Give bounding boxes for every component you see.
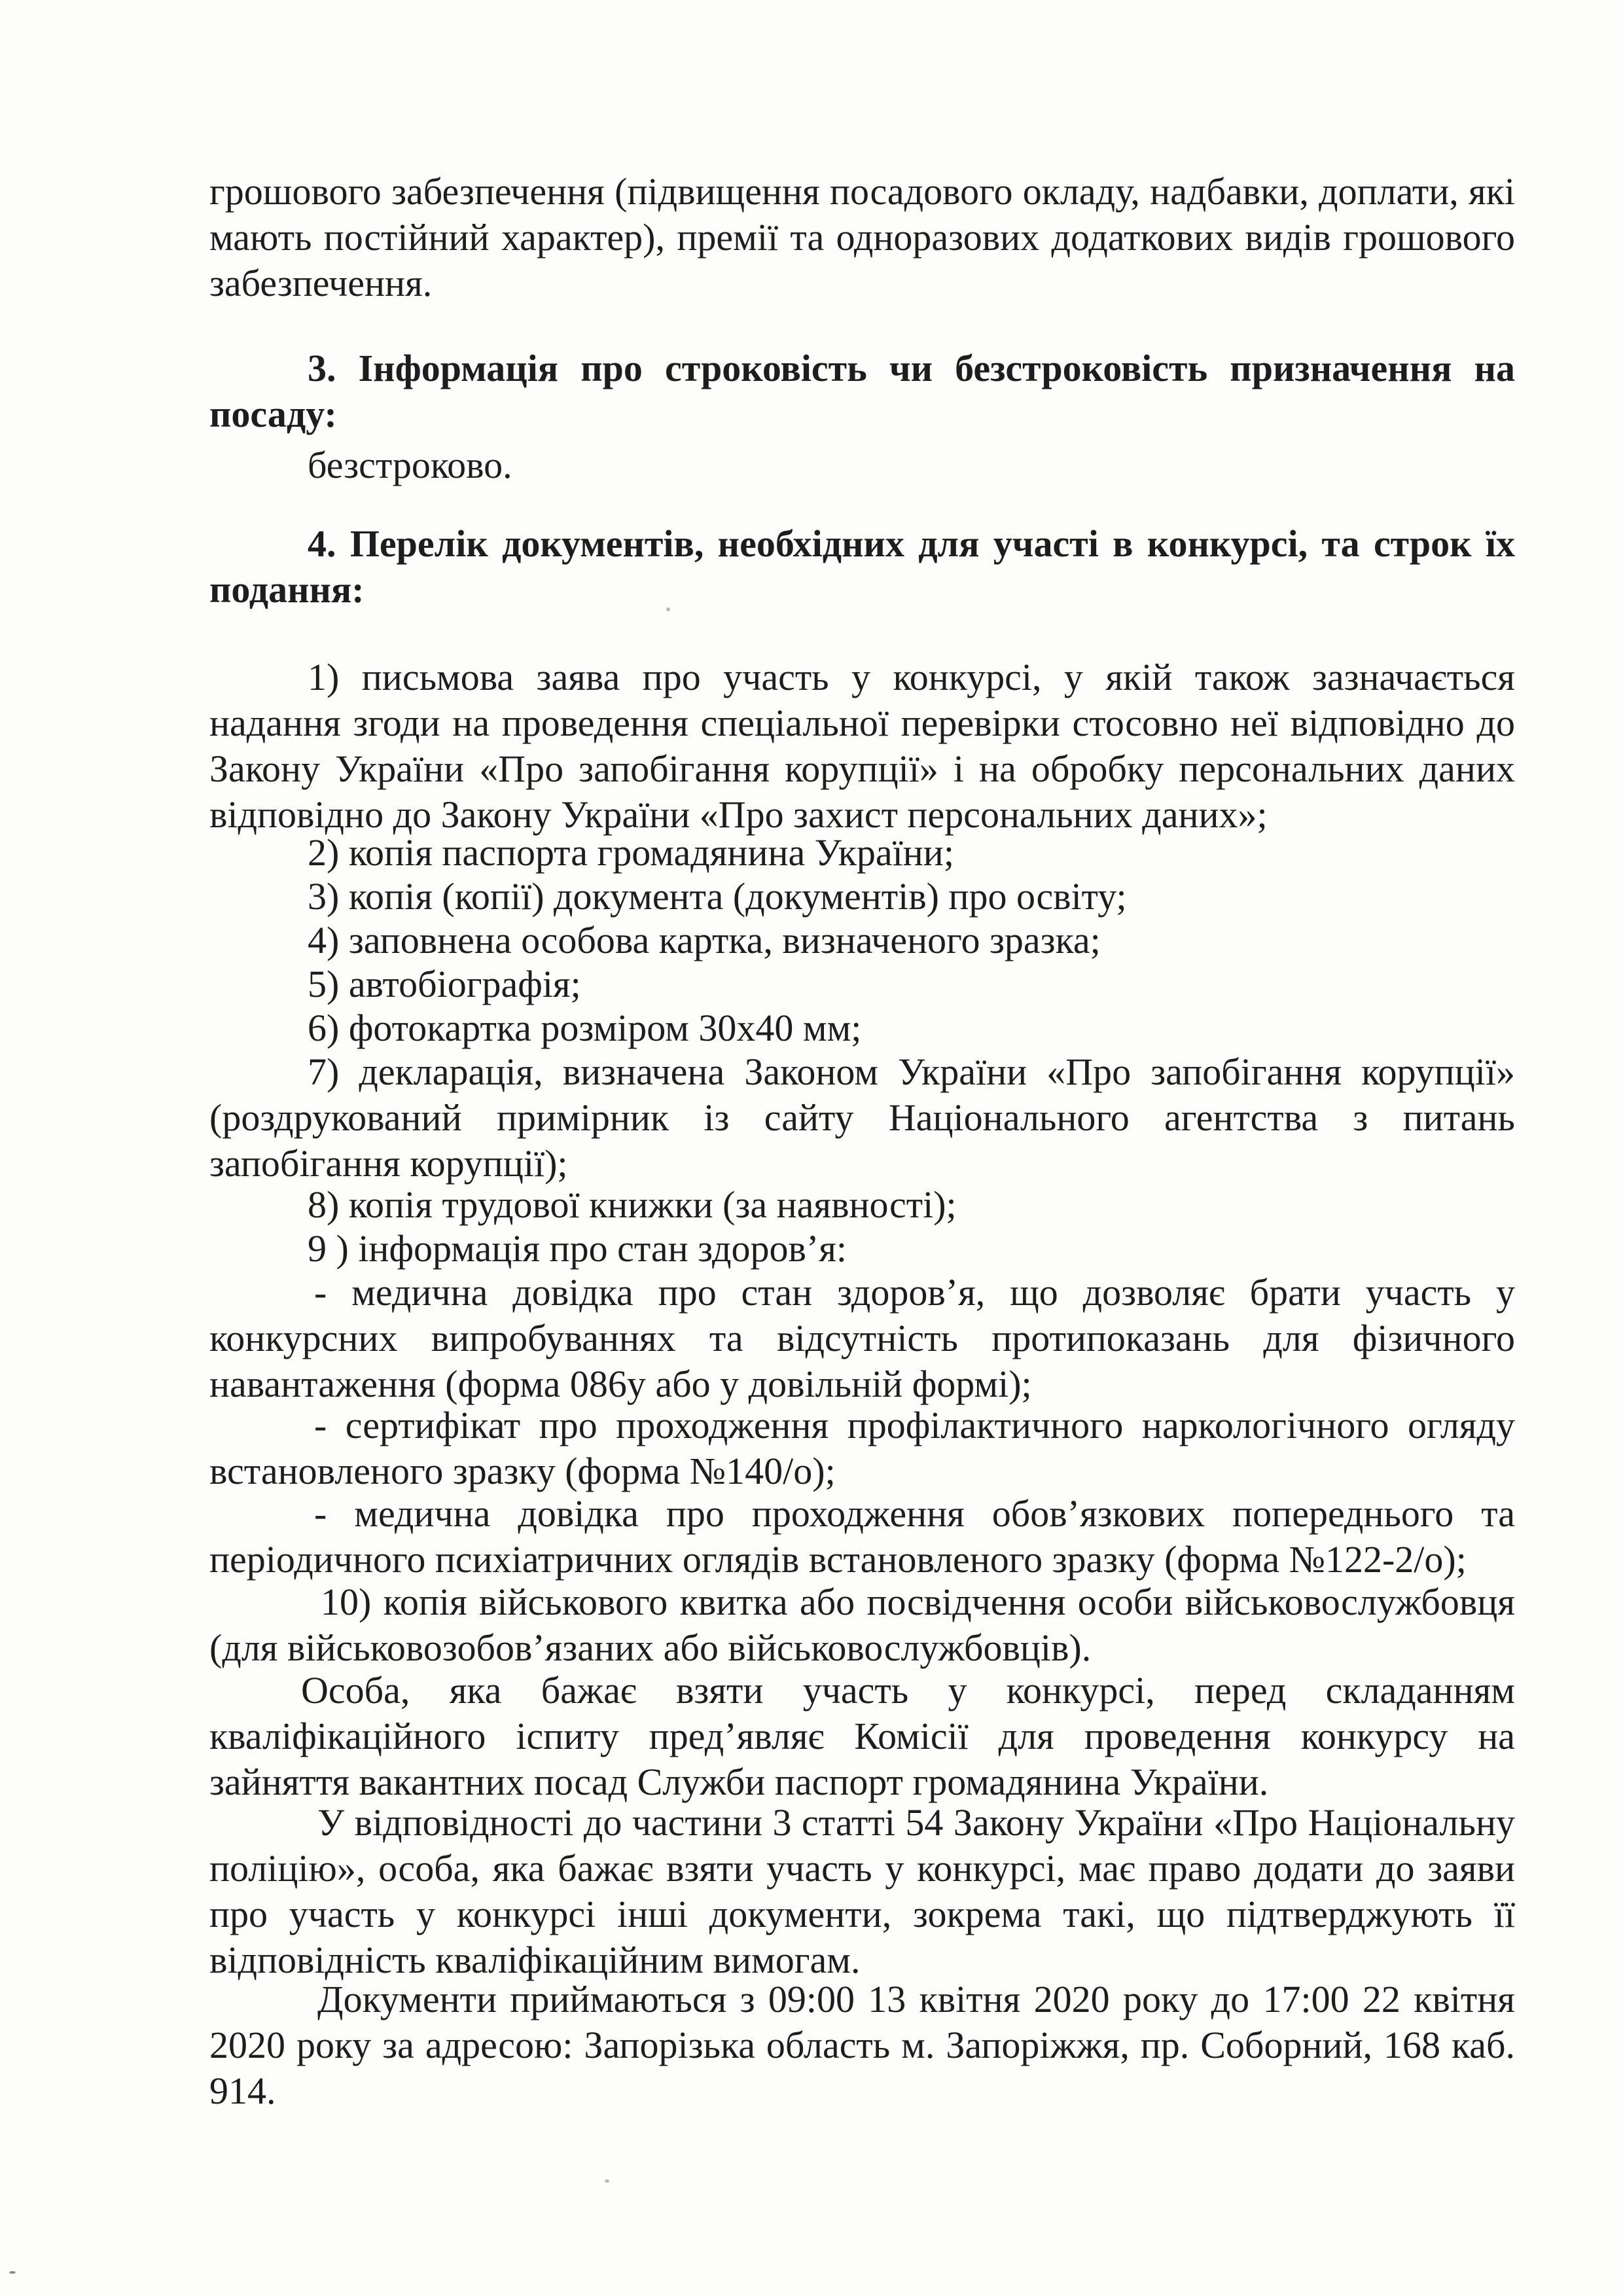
document-list-item: 7) декларація, визначена Законом України «Про запобігання корупції» (роздрукований примірник із сайту Національного агентства з питань запобігання корупції);	[209, 1050, 1515, 1185]
scan-speck	[605, 2179, 609, 2183]
document-list-item: 9 ) інформація про стан здоров’я:	[308, 1227, 847, 1270]
document-list-item: 4) заповнена особова картка, визначеного зразка;	[308, 919, 1101, 961]
document-list-item: 3) копія (копії) документа (документів) про освіту;	[308, 875, 1127, 918]
document-list-item: 8) копія трудової книжки (за наявності);	[308, 1183, 957, 1226]
intro-paragraph: грошового забезпечення (підвищення посадового окладу, надбавки, доплати, які мають постійний характер), премії та одноразових додаткових видів грошового забезпечення.	[209, 170, 1515, 304]
health-document-item: - сертифікат про проходження профілактичного наркологічного огляду встановленого зразку (форма №140/о);	[209, 1404, 1515, 1492]
section-3-heading: 3. Інформація про строковість чи безстроковість призначення на посаду:	[209, 347, 1515, 435]
section-3-value: безстроково.	[308, 444, 512, 486]
law-note-paragraph: У відповідності до частини 3 статті 54 Закону України «Про Національну поліцію», особа, яка бажає взяти участь у конкурсі, має право додати до заяви про участь у конкурсі інші документи, зокрема такі, що підтверджують її відповідність кваліфікаційним вимогам.	[209, 1801, 1515, 1981]
document-list-item: 6) фотокартка розміром 30х40 мм;	[308, 1007, 862, 1049]
document-list-item: 5) автобіографія;	[308, 963, 581, 1005]
section-4-heading: 4. Перелік документів, необхідних для участі в конкурсі, та строк їх подання:	[209, 522, 1515, 611]
document-list-item: 10) копія військового квитка або посвідчення особи військовослужбовця (для військовозобов’язаних або військовослужбовців).	[209, 1581, 1515, 1669]
passport-note-paragraph: Особа, яка бажає взяти участь у конкурсі, перед складанням кваліфікаційного іспиту пред’являє Комісії для проведення конкурсу на зайняття вакантних посад Служби паспорт громадянина України.	[209, 1669, 1515, 1803]
document-list-item: 2) копія паспорта громадянина України;	[308, 831, 954, 874]
health-document-item: - медична довідка про стан здоров’я, що дозволяє брати участь у конкурсних випробуваннях та відсутність протипоказань для фізичного навантаження (форма 086у або у довільній формі);	[209, 1271, 1515, 1405]
document-list-item: 1) письмова заява про участь у конкурсі, у якій також зазначається надання згоди на проведення спеціальної перевірки стосовно неї відповідно до Закону України «Про запобігання корупції» і на обробку персональних даних відповідно до Закону України «Про захист персональних даних»;	[209, 656, 1515, 836]
deadline-note-paragraph: Документи приймаються з 09:00 13 квітня 2020 року до 17:00 22 квітня 2020 року за адресою: Запорізька область м. Запоріжжя, пр. Соборний, 168 каб. 914.	[209, 1978, 1515, 2112]
scan-speck	[9, 2271, 16, 2274]
health-document-item: - медична довідка про проходження обов’язкових попереднього та періодичного психіатричних оглядів встановленого зразку (форма №122-2/о);	[209, 1492, 1515, 1581]
scan-speck	[666, 607, 670, 611]
